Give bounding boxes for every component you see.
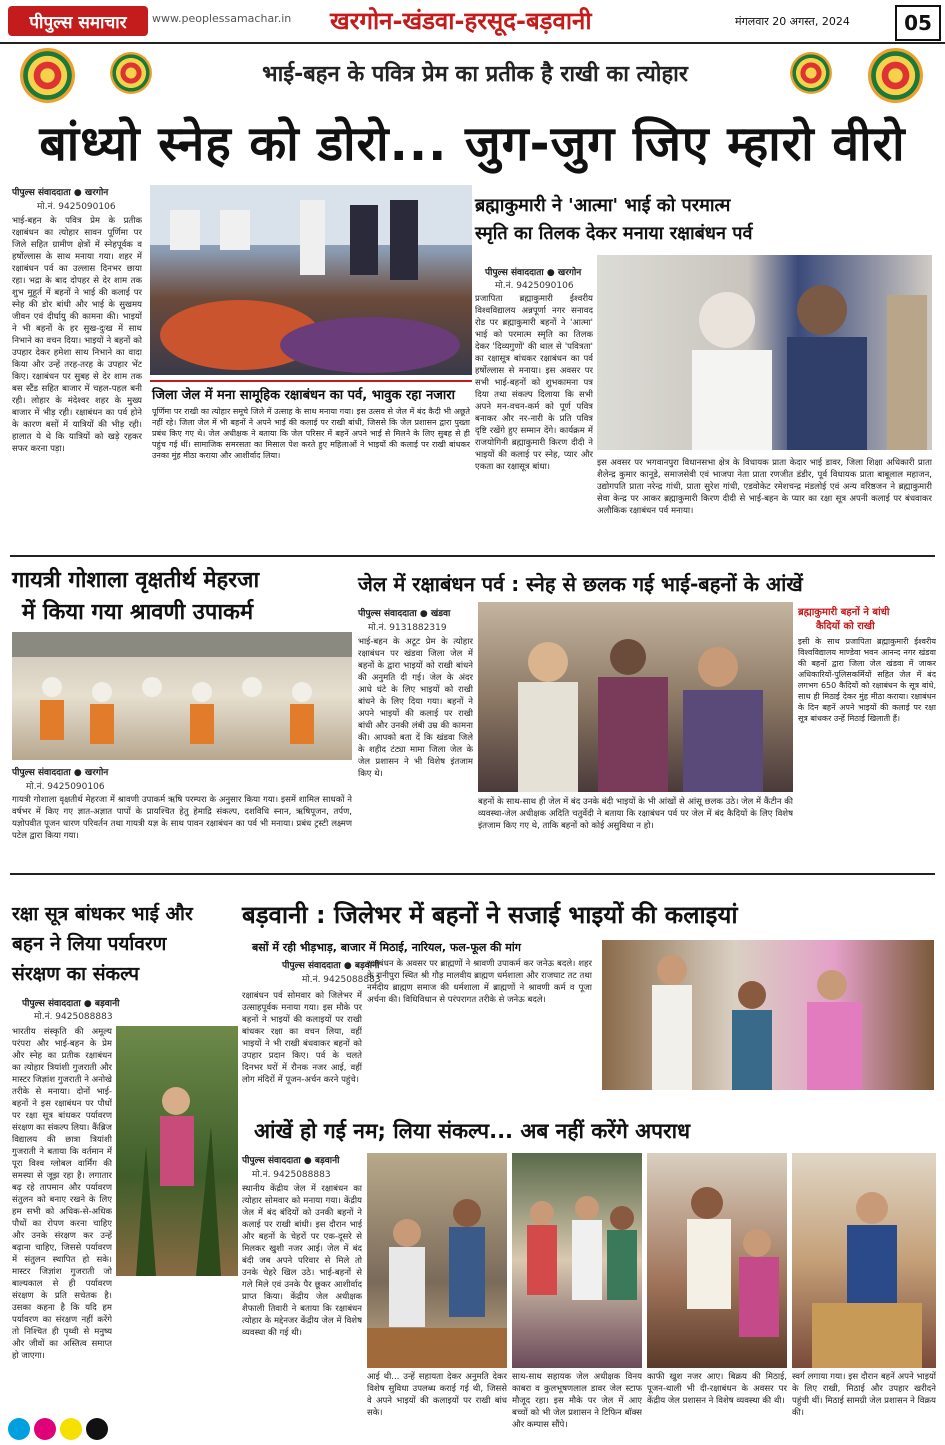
shravani-upakarma-photo xyxy=(12,632,352,760)
story-environment-rakhi xyxy=(12,878,238,1433)
mobile-number: मो.नं. 9425090106 xyxy=(37,202,116,212)
registration-mark-icon xyxy=(34,1418,56,1440)
story-khandwa-jail xyxy=(358,560,936,870)
sidebar-title-line2: कैदियों को राखी xyxy=(816,621,875,632)
jail-group-photo xyxy=(512,1153,642,1368)
byline: पीपुल्स संवाददाता ● खरगोन xyxy=(485,268,582,278)
story-title-line1: गायत्री गोशाला वृक्षतीर्थ मेहरजा xyxy=(12,568,260,593)
story-gayatri-goshala xyxy=(12,560,352,870)
barwani-family-photo xyxy=(602,940,934,1090)
byline: पीपुल्स संवाददाता ● बड़वानी xyxy=(22,999,120,1009)
article-body: रक्षाबंधन पर्व सोमवार को जिलेभर में उत्साहपूर्वक मनाया गया। इस मौके पर बहनों ने भाइयों की कलाइयों पर राखी बांधकर रक्षा का वचन लिया, वहीं भाइयों ने भी राखी बंधवाकर बहनों को उपहार प्रदान किए। पर्व के चलते दिनभर घरों में रौनक नजर आई, वहीं लोग मंदिरों में पूजन-अर्चन करने पहुंचे। xyxy=(242,991,362,1085)
mobile-number: मो.नं. 9425088883 xyxy=(252,1170,331,1180)
registration-mark-icon xyxy=(8,1418,30,1440)
story-title-line1: रक्षा सूत्र बांधकर भाई और xyxy=(12,903,193,925)
photo-illustration xyxy=(367,1153,507,1368)
registration-mark-icon xyxy=(60,1418,82,1440)
photo-illustration xyxy=(116,1026,238,1276)
newspaper-logo: पीपुल्स समाचार xyxy=(8,6,148,36)
mobile-number: मो.नं. 9131882319 xyxy=(368,623,447,633)
rakhi-decoration-icon xyxy=(868,48,923,103)
article-body-continued: इस अवसर पर भगवानपुरा विधानसभा क्षेत्र के विधायक प्राता केदार भाई डावर, जिला शिक्षा अधिकारी प्राता शैलेन्द्र कुमार कानूडे, समाजसेवी एवं भाजपा नेता प्राता रणजीत डंडीर, पूर्व विधायक प्राता बाबूलाल महाजन, उद्योगपति प्राता नरेन्द्र गांधी, प्राता सुरेश गांधी, एडवोकेट रमेशचन्द्र मंडलोई एवं अन्य वरिष्ठजन ने ब्रह्माकुमारी सेवा केन्द्र पर आकर ब्रह्माकुमारी किरण दीदी से भाई-बहन के प्यार का रक्षा सूत्र अपनी कलाई पर बंधवाकर अलौकिक रक्षाबंधन पर्व मनाया। xyxy=(597,458,932,516)
photo-caption: स्वर्ग लगाया गया। इस दौरान बहनें अपने भाइयों के लिए राखी, मिठाई और उपहार खरीदने पहुंची थीं। मिठाई सामग्री जेल प्रशासन ने विक्रय की। xyxy=(792,1372,936,1418)
byline: पीपुल्स संवाददाता ● खरगोन xyxy=(12,188,109,198)
main-headline: बांध्यो स्नेह को डोरो... जुग-जुग जिए म्हारो वीरो xyxy=(39,116,906,172)
section-divider xyxy=(10,873,935,875)
article-body-continued: रक्षाबंधन के अवसर पर ब्राह्मणों ने श्रावणी उपाकर्म कर जनेऊ बदले। शहर के रानीपुरा स्थित श्री गौड़ मालवीय ब्राह्मण धर्मशाला और राजघाट तट तथा नर्मदीय ब्राह्मण समाज की धर्मशाला में ब्राह्मणों ने श्रावणी कर्म व पूजा अर्चना की। विधिविधान से परंपरागत तरीके से जनेऊ बदले। xyxy=(367,959,592,1005)
brahmakumari-tilak-photo xyxy=(597,255,932,450)
photo-illustration xyxy=(597,255,932,450)
caption-body: पूर्णिमा पर राखी का त्योहार समूचे जिले में उत्साह के साथ मनाया गया। इस उत्सव से जेल में बंद कैदी भी अछूते नहीं रहे। जिला जेल में भी बहनों ने अपने भाई की कलाई पर राखी बांधी, जिससे कि जेल प्रशासन द्वारा पुख्ता प्रबंध किए गए थे। जेल अधीक्षक ने बताया कि जेल परिसर में बहनें अपने भाई से मिलने के लिए सुबह से ही पहुंच गई थीं। सामाजिक समरसता का मिसाल पेश करते हुए महिलाओं ने भाइयों की कलाई पर राखी बांधकर उनका मुंह मीठा कराया और आशीर्वाद लिया। xyxy=(152,407,470,460)
masthead xyxy=(0,0,945,44)
photo-illustration xyxy=(478,602,793,792)
story-barwani-rakhi xyxy=(242,878,936,1113)
story-barwani-jail xyxy=(242,1113,936,1435)
story-title-line1: ब्रह्माकुमारी ने 'आत्मा' भाई को परमात्म xyxy=(475,195,731,216)
byline: पीपुल्स संवाददाता ● खंडवा xyxy=(358,609,451,619)
jail-meeting-photo xyxy=(367,1153,507,1368)
website-url[interactable]: www.peoplessamachar.in xyxy=(152,12,292,25)
sidebar-body: इसी के साथ प्रजापिता ब्रह्माकुमारी ईश्वरीय विश्वविद्यालय माण्डेवा भवन आनन्द नगर खंडवा की बहनों द्वारा जिला जेल खंडवा में जाकर अधिकारियों-पुलिसकर्मियों सहित जेल में बंद लगभग 650 कैदियों को रक्षाबंधन के सूत्र बांधे, साथ ही मिठाई देकर मुंह मीठा कराया। रक्षाबंधन के दिन बहनें अपने भाइयों की कलाई पर रक्षा सूत्र बांधकर उन्हें मिठाई खिलाती हैं। xyxy=(798,637,936,723)
jail-rakhi-photo xyxy=(150,185,472,375)
sidebar-title-line1: ब्रह्माकुमारी बहनों ने बांधी xyxy=(798,607,890,618)
photo-illustration xyxy=(512,1153,642,1368)
rakhi-decoration-icon xyxy=(110,52,152,94)
mobile-number: मो.नं. 9425090106 xyxy=(26,782,105,792)
page-number: 05 xyxy=(895,5,941,41)
byline: पीपुल्स संवाददाता ● खरगोन xyxy=(12,768,109,778)
story-subtitle: बसों में रही भीड़भाड़, बाजार में मिठाई, नारियल, फल-फूल की मांग xyxy=(252,941,521,954)
article-body: गायत्री गोशाला वृक्षतीर्थ मेहरजा में श्रावणी उपाकर्म ऋषि परम्परा के अनुसार किया गया। इसमें शामिल साधकों ने वर्षभर में किए गए ज्ञात-अज्ञात पापों के प्रायश्चित हेतु हेमाद्रि संकल्प, दशविधि स्नान, ऋषिपूजन, तर्पण, यज्ञोपवीत पूजन धारण परिवर्तन तथा गायत्री यज्ञ के साथ पावन रक्षाबंधन का पर्व भी मनाया। प्रबंध ट्रस्टी लक्ष्मण पटेल द्वारा किया गया। xyxy=(12,795,352,841)
story-title-line2: में किया गया श्रावणी उपाकर्म xyxy=(22,600,254,625)
article-body: भाई-बहन के अटूट प्रेम के त्योहार रक्षाबंधन पर खंडवा जिला जेल में बहनों के द्वारा भाइयों को राखी बांधने की अनुमति दी गई। जेल के अंदर आधे घंटे के लिए भाइयों को राखी बांधने के लिए दिया गया। बहनों ने अपने भाइयों की कलाई पर राखी बांधी और उनकी लंबी उम्र की कामना की। आपको बता दें कि खंडवा जिले के शहीद टंट्या मामा जिला जेल के जेल प्रशासन ने भी विशेष इंतजाम किए थे। xyxy=(358,637,473,779)
sidebar-brahmakumari-jail xyxy=(798,602,936,870)
woman-gift-photo xyxy=(792,1153,936,1368)
kicker-headline: भाई-बहन के पवित्र प्रेम का प्रतीक है राखी का त्योहार xyxy=(262,62,688,87)
story-title: आंखें हो गई नम; लिया संकल्प... अब नहीं करेंगे अपराध xyxy=(254,1119,690,1143)
story-title-line2: स्मृति का तिलक देकर मनाया रक्षाबंधन पर्व xyxy=(475,223,753,244)
story-brahmakumari-rakhi xyxy=(475,185,935,550)
article-body: भाई-बहन के पवित्र प्रेम के प्रतीक रक्षाबंधन का त्योहार सावन पूर्णिमा पर जिले सहित ग्रामीण क्षेत्रों में स्नेहपूर्वक व हर्षोल्लास के साथ मनाया गया। शहर में रक्षाबंधन पर्व का उल्लास दिनभर छाया रहा। भद्रा के बाद दोपहर से देर शाम तक शुभ मुहूर्त में बहनों ने भाई की कलाई पर स्नेह की डोर बांधी और भाई के सुखमय जीवन एवं दीर्घायु की कामना की। भाइयों ने भी बहनों के हर सुख-दुःख में साथ निभाने का वचन दिया। भाइयों ने बहनों को उपहार देकर हमेशा साथ निभाने का वादा किया और उन्हें तरह-तरह के उपहार भेंट किए। रक्षाबंधन पर सुबह से देर शाम तक बस स्टैंड सहित बाजार में चहल-पहल बनी रही। लोहार के मंदेश्वर शहर के मुख्य बाजार में भीड़ रही। रक्षाबंधन का पर्व होने के कारण बसों में यात्रियों की भीड़ रही। हालात ये थे कि यात्रियों को खड़े रहकर सफर करना पड़ा। xyxy=(12,216,142,454)
story-title-line2: बहन ने लिया पर्यावरण xyxy=(12,933,167,955)
photo-caption: बहनों के साथ-साथ ही जेल में बंद उनके बंदी भाइयों के भी आंखों से आंसू छलक उठे। जेल में कैंटीन की व्यवस्था-जेल अधीक्षक अदिति चतुर्वेदी ने बताया कि रक्षाबंधन पर्व पर जेल में बंद कैदियों के लिए विशेष इंतजाम किए गए थे, ताकि बहनों को कोई असुविधा न हो। xyxy=(478,797,793,831)
edition-region: खरगोन-खंडवा-हरसूद-बड़वानी xyxy=(330,7,592,35)
rakhi-decoration-icon xyxy=(20,48,75,103)
photo-caption: काफी खुश नजर आए। बिक्रय की मिठाई, पूजन-थाली भी दी-रक्षाबंधन के अवसर पर केंद्रीय जेल प्रशासन ने विशेष व्यवस्था की थी। xyxy=(647,1372,787,1406)
article-body: भारतीय संस्कृति की अमूल्य परंपरा और भाई-बहन के प्रेम और स्नेह का प्रतीक रक्षाबंधन का त्योहार त्रियांशी गुजराती और मास्टर जिज्ञांश गुजराती ने अनोखे तरीके से मनाया। दोनों भाई-बहनों ने इस रक्षाबंधन पर पौधों पर रक्षा सूत्र बांधकर पर्यावरण संरक्षण का संकल्प लिया। कैंब्रिज विद्यालय की छात्रा त्रियांशी गुजराती ने बताया कि वर्तमान में पूरा विश्व ग्लोबल वार्मिंग की समस्या से जूझ रहा है। लगातार बढ़ रहे तापमान और पर्यावरण संतुलन को बनाए रखने के लिए हम सभी को अधिक-से-अधिक पौधों का रोपण करना चाहिए और उनके संरक्षण कर उन्हें बढ़ाना चाहिए, जिससे पर्यावरण में संतुलन स्थापित हो सके। मास्टर जिज्ञांश गुजराती जो बाल्यकाल से ही पर्यावरण संरक्षण के प्रति सचेतक है। उसका कहना है कि यदि हम पर्यावरण का संरक्षण नहीं करेंगे तो निश्चित ही पृथ्वी से मनुष्य और जीवों का अस्तित्व समाप्त हो जाएगा। xyxy=(12,1027,112,1361)
photo-illustration xyxy=(602,940,934,1090)
byline: पीपुल्स संवाददाता ● बड़वानी xyxy=(282,961,380,971)
photo-illustration xyxy=(150,185,472,375)
byline: पीपुल्स संवाददाता ● बड़वानी xyxy=(242,1156,340,1166)
caption-title: जिला जेल में मना सामूहिक रक्षाबंधन का पर्व, भावुक रहा नजारा xyxy=(152,388,455,403)
photo-caption: आई थी... उन्हें सहायता देकर अनुमति देकर विशेष सुविधा उपलब्ध कराई गई थी, जिससे वे अपने भाइयों की कलाइयों पर राखी बांध सके। xyxy=(367,1372,507,1418)
story-title: जेल में रक्षाबंधन पर्व : स्नेह से छलक गई भाई-बहनों के आंखें xyxy=(358,572,803,596)
article-body: स्थानीय केंद्रीय जेल में रक्षाबंधन का त्योहार सोमवार को मनाया गया। केंद्रीय जेल में बंद बंदियों को उनकी बहनों ने कलाई पर राखी बांधी। इस दौरान भाई और बहनों के चेहरों पर एक-दूसरे से मिलकर खुशी नजर आई। जेल में बंद बंदी जब अपने परिवार से मिले तो उनके चेहरे खिल उठे। भाई-बहनों से गले मिले एवं उनके पैर छूकर आशीर्वाद प्राप्त किया। केंद्रीय जेल अधीक्षक शैफाली तिवारी ने बताया कि रक्षाबंधन त्योहार के मद्देनजर केंद्रीय जेल में विशेष व्यवस्था की गई थी। xyxy=(242,1184,362,1338)
article-body: प्रजापिता ब्रह्माकुमारी ईश्वरीय विश्वविद्यालय अन्नपूर्णा नगर सनावद रोड पर ब्रह्माकुमारी बहनों ने 'आत्मा' भाई को परमात्म स्मृति का तिलक देकर 'दिव्यगुणों' की थाल से 'पवित्रता' का रक्षासूत्र बांधकर रक्षाबंधन का पर्व हर्षोल्लास से मनाया। इस अवसर पर सभी भाई-बहनों को शुभकामना पत्र दिया तथा संकल्प दिलाया कि सभी अपने मन-वचन-कर्म को पूर्ण पवित्र बनाकर और नर-नारी के प्रति पवित्र दृष्टि रखेंगे हुए सम्मान देंगे। कार्यक्रम में राजयोगिनी ब्रह्माकुमारी किरण दीदी ने भाइयों की कलाई पर स्नेह, प्यार और एकता का रक्षासूत्र बांधा। xyxy=(475,294,593,472)
jail-siblings-photo xyxy=(478,602,793,792)
photo-illustration xyxy=(647,1153,787,1368)
sister-rakhi-photo xyxy=(647,1153,787,1368)
section-divider xyxy=(10,555,935,557)
story-title-line3: संरक्षण का संकल्प xyxy=(12,963,140,985)
photo-caption-box xyxy=(150,380,472,552)
mobile-number: मो.नं. 9425090106 xyxy=(495,281,574,291)
issue-date: मंगलवार 20 अगस्त, 2024 xyxy=(735,15,850,28)
photo-illustration xyxy=(792,1153,936,1368)
photo-caption: साथ-साथ सहायक जेल अधीक्षक विनय काबरा व कुलभूषणलाल डावर जेल स्टाफ मौजूद रहा। इस मौके पर जेल में आए बच्चों को भी जेल प्रशासन ने टिफिन बॉक्स और कम्पास सौंपे। xyxy=(512,1372,642,1430)
mobile-number: मो.नं. 9425088883 xyxy=(34,1012,113,1022)
rakhi-decoration-icon xyxy=(790,52,832,94)
story-title: बड़वानी : जिलेभर में बहनों ने सजाई भाइयों की कलाइयां xyxy=(242,901,738,929)
mobile-number: मो.नं. 9425088883 xyxy=(302,975,381,985)
story-khargone-rakhi xyxy=(12,185,472,550)
registration-mark-icon xyxy=(86,1418,108,1440)
plant-rakhi-photo xyxy=(116,1026,238,1276)
photo-illustration xyxy=(12,632,352,760)
